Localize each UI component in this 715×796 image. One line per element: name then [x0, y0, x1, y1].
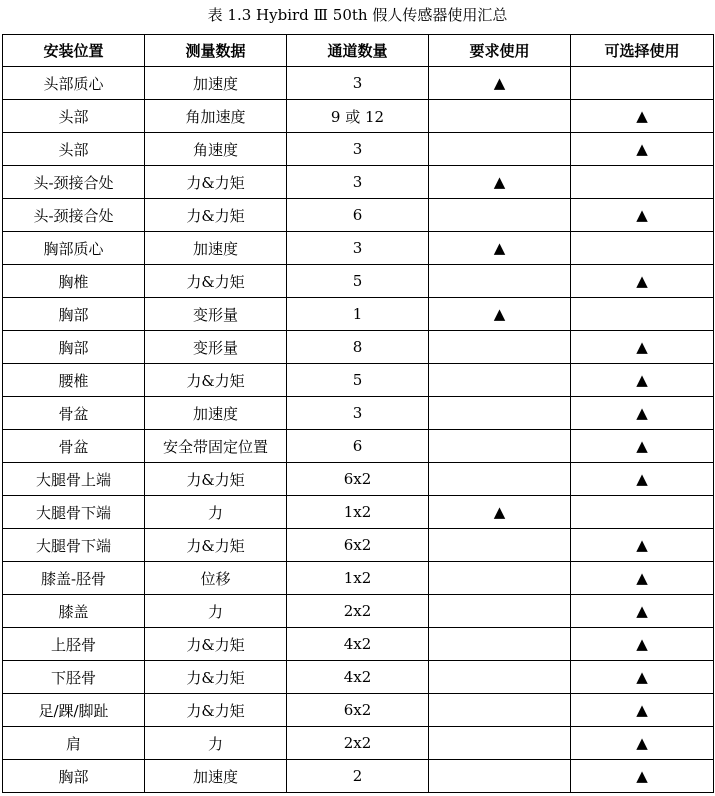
cell-channels: 4x2: [287, 628, 429, 661]
table-row: [3, 133, 714, 166]
table-row: [3, 199, 714, 232]
cell-channels: 6x2: [287, 694, 429, 727]
cell-channels: 3: [287, 133, 429, 166]
cell-measurement: 力&力矩: [145, 694, 287, 727]
cell-required-mark: ▲: [429, 298, 571, 331]
cell-optional-mark: ▲: [571, 364, 714, 397]
cell-measurement: 力&力矩: [145, 529, 287, 562]
cell-required-mark: [429, 562, 571, 595]
table-row: [3, 463, 714, 496]
cell-required-mark: [429, 331, 571, 364]
cell-location: 下胫骨: [3, 661, 145, 694]
cell-required-mark: [429, 595, 571, 628]
cell-channels: 6x2: [287, 529, 429, 562]
cell-measurement: 角加速度: [145, 100, 287, 133]
header-required: 要求使用: [429, 35, 571, 67]
cell-measurement: 角速度: [145, 133, 287, 166]
cell-optional-mark: [571, 298, 714, 331]
cell-measurement: 力: [145, 595, 287, 628]
header-channels: 通道数量: [287, 35, 429, 67]
cell-measurement: 力&力矩: [145, 628, 287, 661]
cell-optional-mark: ▲: [571, 562, 714, 595]
cell-channels: 4x2: [287, 661, 429, 694]
cell-measurement: 力&力矩: [145, 265, 287, 298]
cell-required-mark: [429, 760, 571, 793]
cell-required-mark: [429, 628, 571, 661]
table-row: [3, 265, 714, 298]
cell-required-mark: [429, 397, 571, 430]
cell-measurement: 力&力矩: [145, 199, 287, 232]
table-row: [3, 100, 714, 133]
cell-required-mark: [429, 100, 571, 133]
table-row: [3, 67, 714, 100]
cell-measurement: 变形量: [145, 331, 287, 364]
table-row: [3, 397, 714, 430]
table-row: [3, 496, 714, 529]
cell-optional-mark: ▲: [571, 694, 714, 727]
cell-required-mark: [429, 364, 571, 397]
cell-required-mark: [429, 529, 571, 562]
table-row: [3, 562, 714, 595]
cell-location: 膝盖: [3, 595, 145, 628]
cell-optional-mark: ▲: [571, 199, 714, 232]
cell-measurement: 加速度: [145, 67, 287, 100]
cell-required-mark: ▲: [429, 232, 571, 265]
header-location: 安装位置: [3, 35, 145, 67]
cell-required-mark: ▲: [429, 166, 571, 199]
header-row: [3, 35, 714, 67]
cell-optional-mark: ▲: [571, 463, 714, 496]
cell-required-mark: [429, 694, 571, 727]
table-row: [3, 298, 714, 331]
cell-optional-mark: ▲: [571, 595, 714, 628]
cell-optional-mark: [571, 67, 714, 100]
table-body: [3, 67, 714, 793]
cell-location: 大腿骨上端: [3, 463, 145, 496]
cell-required-mark: [429, 463, 571, 496]
cell-required-mark: ▲: [429, 496, 571, 529]
cell-optional-mark: ▲: [571, 628, 714, 661]
cell-location: 胸部: [3, 331, 145, 364]
cell-required-mark: [429, 265, 571, 298]
table-row: [3, 364, 714, 397]
cell-optional-mark: ▲: [571, 430, 714, 463]
cell-channels: 6x2: [287, 463, 429, 496]
cell-optional-mark: ▲: [571, 397, 714, 430]
table-row: [3, 727, 714, 760]
cell-location: 头-颈接合处: [3, 199, 145, 232]
cell-location: 头部: [3, 133, 145, 166]
cell-channels: 1x2: [287, 562, 429, 595]
cell-required-mark: ▲: [429, 67, 571, 100]
table-row: [3, 166, 714, 199]
cell-location: 膝盖-胫骨: [3, 562, 145, 595]
table-row: [3, 232, 714, 265]
cell-optional-mark: ▲: [571, 331, 714, 364]
cell-channels: 1: [287, 298, 429, 331]
cell-location: 大腿骨下端: [3, 529, 145, 562]
cell-measurement: 力: [145, 727, 287, 760]
cell-optional-mark: ▲: [571, 529, 714, 562]
table-row: [3, 529, 714, 562]
cell-channels: 8: [287, 331, 429, 364]
cell-channels: 3: [287, 397, 429, 430]
cell-optional-mark: [571, 496, 714, 529]
cell-channels: 2: [287, 760, 429, 793]
cell-location: 大腿骨下端: [3, 496, 145, 529]
cell-optional-mark: [571, 166, 714, 199]
cell-location: 骨盆: [3, 397, 145, 430]
table-caption: 表 1.3 Hybird Ⅲ 50th 假人传感器使用汇总: [207, 6, 508, 24]
cell-measurement: 加速度: [145, 397, 287, 430]
cell-channels: 6: [287, 430, 429, 463]
header-measurement: 测量数据: [145, 35, 287, 67]
cell-channels: 9 或 12: [287, 100, 429, 133]
cell-measurement: 变形量: [145, 298, 287, 331]
cell-location: 头部质心: [3, 67, 145, 100]
cell-channels: 2x2: [287, 595, 429, 628]
cell-location: 胸部: [3, 298, 145, 331]
cell-required-mark: [429, 133, 571, 166]
table-row: [3, 430, 714, 463]
cell-location: 上胫骨: [3, 628, 145, 661]
cell-location: 胸部质心: [3, 232, 145, 265]
cell-optional-mark: ▲: [571, 265, 714, 298]
cell-channels: 5: [287, 265, 429, 298]
sensor-usage-table: [2, 34, 714, 793]
cell-required-mark: [429, 661, 571, 694]
cell-channels: 3: [287, 67, 429, 100]
table-row: [3, 628, 714, 661]
cell-location: 足/踝/脚趾: [3, 694, 145, 727]
table-header: [3, 35, 714, 67]
cell-location: 腰椎: [3, 364, 145, 397]
cell-measurement: 力&力矩: [145, 364, 287, 397]
cell-channels: 6: [287, 199, 429, 232]
cell-measurement: 力&力矩: [145, 463, 287, 496]
table-row: [3, 331, 714, 364]
cell-measurement: 力: [145, 496, 287, 529]
cell-required-mark: [429, 727, 571, 760]
cell-channels: 2x2: [287, 727, 429, 760]
cell-location: 头-颈接合处: [3, 166, 145, 199]
cell-location: 骨盆: [3, 430, 145, 463]
table-row: [3, 661, 714, 694]
cell-location: 胸部: [3, 760, 145, 793]
cell-measurement: 位移: [145, 562, 287, 595]
cell-location: 胸椎: [3, 265, 145, 298]
cell-required-mark: [429, 430, 571, 463]
cell-measurement: 力&力矩: [145, 661, 287, 694]
cell-measurement: 力&力矩: [145, 166, 287, 199]
cell-measurement: 加速度: [145, 232, 287, 265]
cell-optional-mark: ▲: [571, 727, 714, 760]
cell-optional-mark: ▲: [571, 100, 714, 133]
cell-required-mark: [429, 199, 571, 232]
cell-optional-mark: ▲: [571, 133, 714, 166]
cell-measurement: 加速度: [145, 760, 287, 793]
cell-channels: 1x2: [287, 496, 429, 529]
table-row: [3, 595, 714, 628]
cell-optional-mark: [571, 232, 714, 265]
table-row: [3, 760, 714, 793]
cell-channels: 5: [287, 364, 429, 397]
table-row: [3, 694, 714, 727]
cell-channels: 3: [287, 166, 429, 199]
cell-location: 肩: [3, 727, 145, 760]
cell-measurement: 安全带固定位置: [145, 430, 287, 463]
header-optional: 可选择使用: [571, 35, 714, 67]
cell-channels: 3: [287, 232, 429, 265]
cell-location: 头部: [3, 100, 145, 133]
cell-optional-mark: ▲: [571, 661, 714, 694]
cell-optional-mark: ▲: [571, 760, 714, 793]
